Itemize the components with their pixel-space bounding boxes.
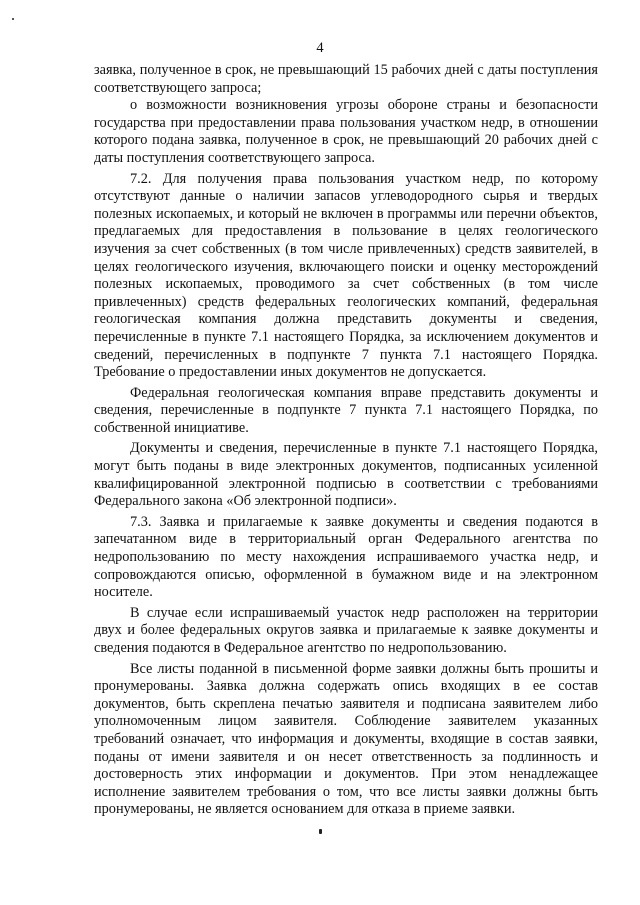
paragraph-section-7-2: 7.2. Для получения права пользования участком недр, по которому отсутствуют данные о наличии запасов углеводородного сырья и твердых полезных ископаемых, и который не включен в программы или перечни объектов, предлагаемых для предоставления в пользование в целях геологического изучения за счет собственных (в том числе привлеченных) средств заявителей, в целях геологического изучения, включающего поиски и оценку месторождений полезных ископаемых, проводимого за счет собственных (в том числе привлеченных) средств федеральных геологических компаний, федеральная геологическая компания должна представить документы и сведения, перечисленные в пункте 7.1 настоящего Порядка, за исключением документов и сведений, перечисленных в подпункте 7 пункта 7.1 настоящего Порядка. Требование о предоставлении иных документов не допускается. (94, 170, 598, 381)
paragraph-section-7-3: 7.3. Заявка и прилагаемые к заявке документы и сведения подаются в запечатанном виде в территориальный орган Федерального агентства по недропользованию по месту нахождения испрашиваемого участка недр, и сопровождаются описью, оформленной в бумажном виде и на электронном носителе. (94, 513, 598, 601)
paragraph: В случае если испрашиваемый участок недр расположен на территории двух и более федеральных округов заявка и прилагаемые к заявке документы и сведения подаются в Федеральное агентство по недропользованию. (94, 604, 598, 656)
paragraph: о возможности возникновения угрозы обороне страны и безопасности государства при предоставлении права пользования участком недр, в отношении которого подана заявка, полученное в срок, не превышающий 20 рабочих дней с даты поступления соответствующего запроса. (94, 97, 598, 166)
paragraph-continuation: заявка, полученное в срок, не превышающий 15 рабочих дней с даты поступления соответствующего запроса; (94, 62, 598, 96)
paragraph: Все листы поданной в письменной форме заявки должны быть прошиты и пронумерованы. Заявка должна содержать опись входящих в ее состав документов, быть скреплена печатью заявителя и подписана заявителем либо уполномоченным лицом заявителя. Соблюдение заявителем указанных требований означает, что информация и документы, входящие в состав заявки, поданы от имени заявителя и он несет ответственность за подлинность и достоверность этих информации и документов. При этом ненадлежащее исполнение заявителем требования о том, что все листы заявки должны быть пронумерованы, не является основанием для отказа в приеме заявки. (94, 660, 598, 818)
document-body (94, 62, 598, 819)
paragraph: Документы и сведения, перечисленные в пункте 7.1 настоящего Порядка, могут быть поданы в виде электронных документов, подписанных усиленной квалифицированной электронной подписью в соответствии с требованиями Федерального закона «Об электронной подписи». (94, 440, 598, 510)
scan-dot-mark (319, 829, 322, 834)
paragraph: Федеральная геологическая компания вправе представить документы и сведения, перечисленные в подпункте 7 пункта 7.1 настоящего Порядка, по собственной инициативе. (94, 384, 598, 436)
page-number: 4 (316, 40, 324, 56)
scan-dot-mark (12, 18, 14, 20)
